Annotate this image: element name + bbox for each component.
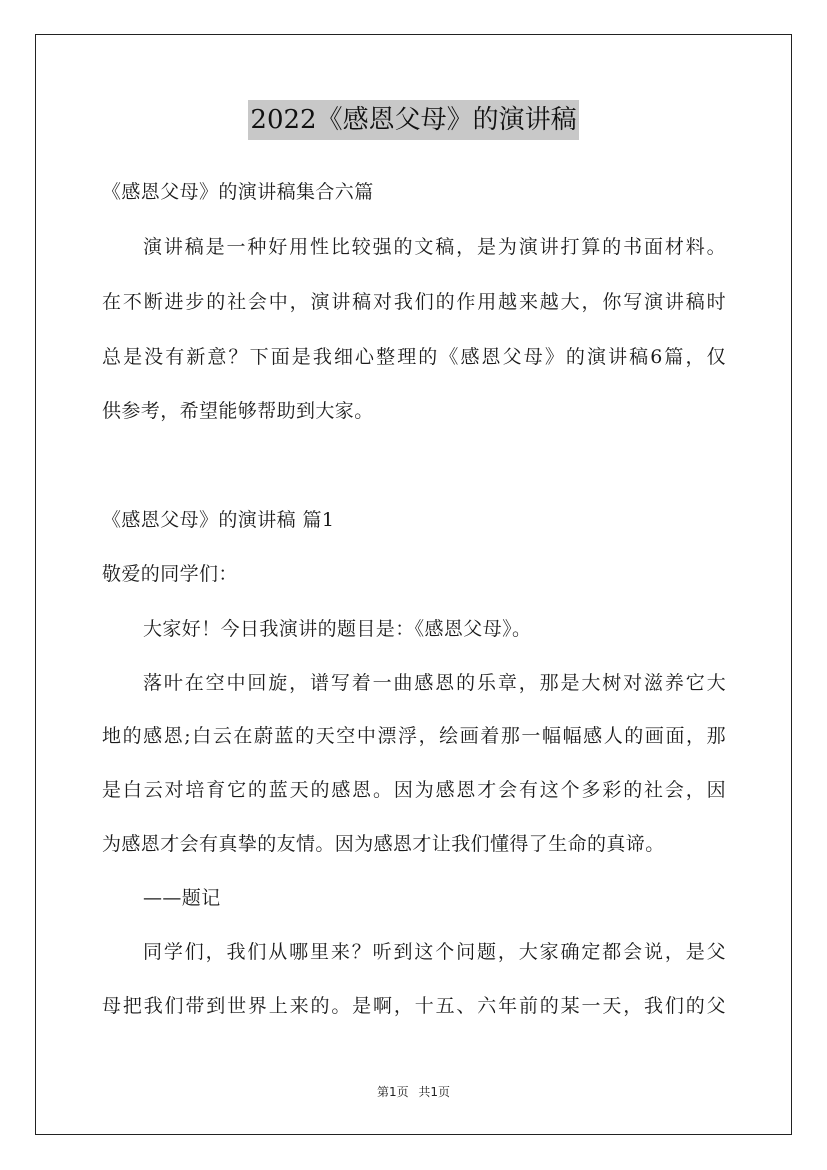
section-heading: 《感恩父母》的演讲稿 篇1 — [102, 509, 335, 531]
document-title: 2022《感恩父母》的演讲稿 — [248, 100, 578, 140]
page-footer — [0, 1083, 827, 1100]
paragraph-line: 地的感恩;白云在蔚蓝的天空中漂浮，绘画着那一幅幅感人的画面，那 — [102, 725, 726, 747]
paragraph-line: 为感恩才会有真挚的友情。因为感恩才让我们懂得了生命的真谛。 — [102, 833, 665, 855]
intro-line: 供参考，希望能够帮助到大家。 — [102, 400, 374, 422]
paragraph-line: 落叶在空中回旋，谱写着一曲感恩的乐章，那是大树对滋养它大 — [143, 672, 726, 694]
epigraph: ——题记 — [143, 887, 221, 909]
greeting: 大家好！今日我演讲的题目是：《感恩父母》。 — [143, 618, 532, 640]
salutation: 敬爱的同学们： — [102, 563, 238, 585]
page-number: 第1页 — [376, 1085, 409, 1099]
body-line: 母把我们带到世界上来的。是啊，十五、六年前的某一天，我们的父 — [102, 995, 726, 1017]
intro-line: 在不断进步的社会中，演讲稿对我们的作用越来越大，你写演讲稿时 — [102, 291, 726, 313]
intro-line: 演讲稿是一种好用性比较强的文稿，是为演讲打算的书面材料。 — [143, 236, 726, 258]
paragraph-line: 是白云对培育它的蓝天的感恩。因为感恩才会有这个多彩的社会，因 — [102, 779, 726, 801]
page-total: 共1页 — [418, 1085, 451, 1099]
body-line: 同学们，我们从哪里来？听到这个问题，大家确定都会说，是父 — [143, 941, 726, 963]
document-subtitle: 《感恩父母》的演讲稿集合六篇 — [102, 181, 374, 203]
intro-line: 总是没有新意？下面是我细心整理的《感恩父母》的演讲稿6篇，仅 — [102, 346, 726, 368]
title-container — [0, 100, 827, 140]
